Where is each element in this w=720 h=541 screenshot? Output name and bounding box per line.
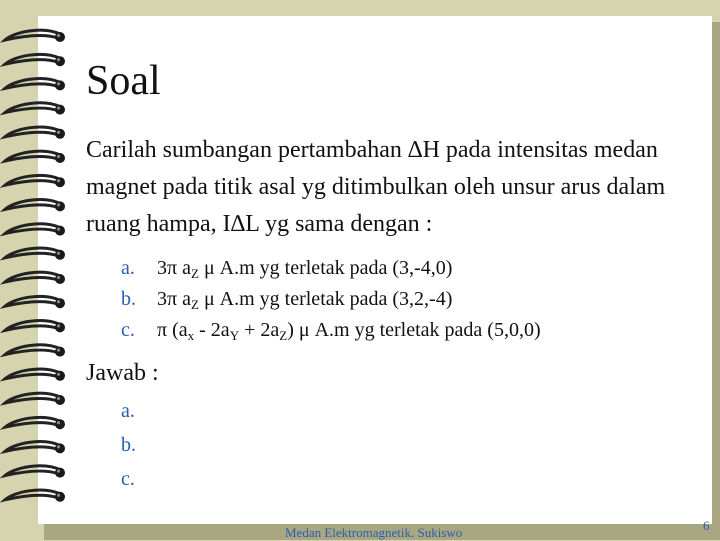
binding-ring [5,175,65,187]
binding-ring [5,369,65,381]
page-number: 6 [703,518,710,533]
list-marker: a. [121,400,135,422]
binding-ring [5,321,65,333]
spiral-binding [0,0,80,540]
binding-ring [5,54,65,66]
binding-ring [5,224,65,236]
binding-ring [5,490,65,502]
binding-ring [5,151,65,163]
binding-ring [5,127,65,139]
question-text: 3π $a_Z$ μ A.m yg terletak pada (3,-4,0) [157,257,453,281]
list-marker: c. [121,468,135,490]
binding-ring [5,200,65,212]
binding-ring [5,103,65,115]
question-text: 3π $a_Z$ μ A.m yg terletak pada (3,2,-4) [157,288,453,312]
list-marker: b. [121,288,136,310]
binding-ring [5,345,65,357]
binding-ring [5,417,65,429]
list-marker: b. [121,434,136,456]
list-marker: a. [121,257,135,279]
slide-title: Soal [86,58,161,104]
problem-statement: Carilah sumbangan pertambahan ∆H pada intensitas medan magnet pada titik asal yg ditimbulkan oleh unsur arus dalam ruang hampa, I∆L yg sama dengan : [86,137,666,237]
list-marker: c. [121,319,135,341]
binding-ring [5,296,65,308]
binding-ring [5,272,65,284]
binding-ring [5,466,65,478]
binding-ring [5,79,65,91]
footer-text: Medan Elektromagnetik. Sukiswo [285,525,463,540]
question-text: π $(a_x - 2a_Y + 2a_Z)$ μ A.m yg terletak pada (5,0,0) [157,319,541,343]
binding-ring [5,393,65,405]
binding-ring [5,442,65,454]
binding-ring [5,248,65,260]
binding-ring [5,30,65,42]
answer-heading: Jawab : [86,360,159,386]
